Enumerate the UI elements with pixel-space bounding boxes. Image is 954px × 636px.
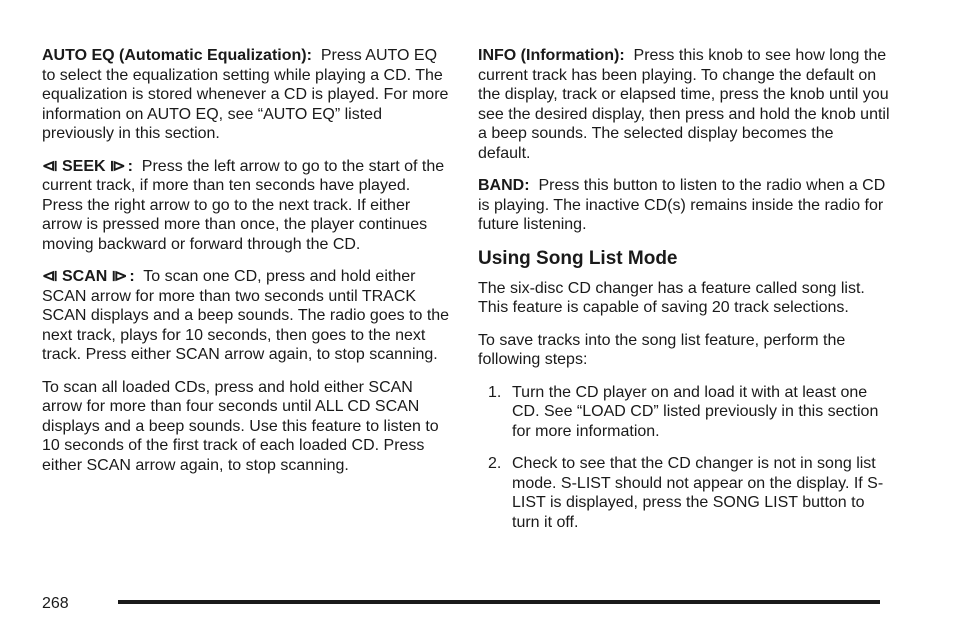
seek-paragraph	[42, 157, 452, 255]
auto-eq-label: AUTO EQ (Automatic Equalization):	[42, 47, 312, 64]
seek-left-arrow-icon: ⧏	[42, 157, 58, 175]
seek-colon: :	[127, 157, 133, 175]
step-text: Check to see that the CD changer is not in song list mode. S-LIST should not appear on the display. If S-LIST is displayed, press the SONG LIST button to turn it off.	[512, 455, 884, 531]
seek-label: SEEK	[62, 157, 106, 175]
auto-eq-paragraph	[42, 46, 452, 144]
left-column	[42, 46, 452, 488]
auto-eq-text: Press AUTO EQ to select the equalization setting while playing a CD. The equalization is stored whenever a CD is played. For more information on AUTO EQ, see “AUTO EQ” listed previously in this section.	[42, 47, 449, 142]
band-label: BAND:	[478, 177, 530, 194]
scan-left-arrow-icon: ⧏	[42, 268, 58, 285]
scan-right-arrow-icon: ⧐	[111, 268, 128, 285]
scan-paragraph	[42, 267, 452, 365]
scan-text: To scan one CD, press and hold either SCAN arrow for more than two seconds until TRACK SCAN displays and a beep sounds. The radio goes to the next track, plays for 10 seconds, then goes to the next track. Press either SCAN arrow again, to stop scanning.	[42, 268, 450, 363]
scan-all-paragraph: To scan all loaded CDs, press and hold either SCAN arrow for more than four seconds until ALL CD SCAN displays and a beep sounds. Use this feature to listen to 10 seconds of the first track of each loaded CD. Press either SCAN arrow again, to stop scanning.	[42, 378, 439, 474]
step-number: 1.	[488, 383, 502, 401]
info-text: Press this knob to see how long the current track has been playing. To change the default on the display, track or elapsed time, press the knob until you see the desired display, then press and hold the knob until a beep sounds. The selected display becomes the default.	[478, 47, 890, 162]
seek-text: Press the left arrow to go to the start of the current track, if more than ten seconds have played. Press the right arrow to go to the next track. If either arrow is pressed more than once, the player continues moving backward or forward through the CD.	[42, 157, 445, 253]
list-item	[478, 383, 890, 442]
info-paragraph	[478, 46, 890, 163]
steps-list	[478, 383, 890, 533]
section-heading: Using Song List Mode	[478, 247, 678, 269]
scan-label: SCAN	[62, 268, 108, 285]
footer-rule	[118, 600, 880, 604]
seek-right-arrow-icon: ⧐	[109, 157, 126, 175]
right-column	[478, 46, 890, 545]
step-text: Turn the CD player on and load it with at least one CD. See “LOAD CD” listed previously in this section for more information.	[512, 383, 879, 440]
list-item	[478, 454, 890, 532]
song-list-intro: The six-disc CD changer has a feature called song list. This feature is capable of saving 20 track selections.	[478, 279, 865, 316]
page-number: 268	[42, 595, 69, 612]
info-label: INFO (Information):	[478, 47, 625, 64]
band-text: Press this button to listen to the radio when a CD is playing. The inactive CD(s) remains inside the radio for future listening.	[478, 177, 886, 233]
step-number: 2.	[488, 455, 502, 472]
band-paragraph	[478, 176, 890, 235]
steps-intro: To save tracks into the song list feature, perform the following steps:	[478, 331, 846, 368]
scan-colon: :	[129, 268, 135, 285]
